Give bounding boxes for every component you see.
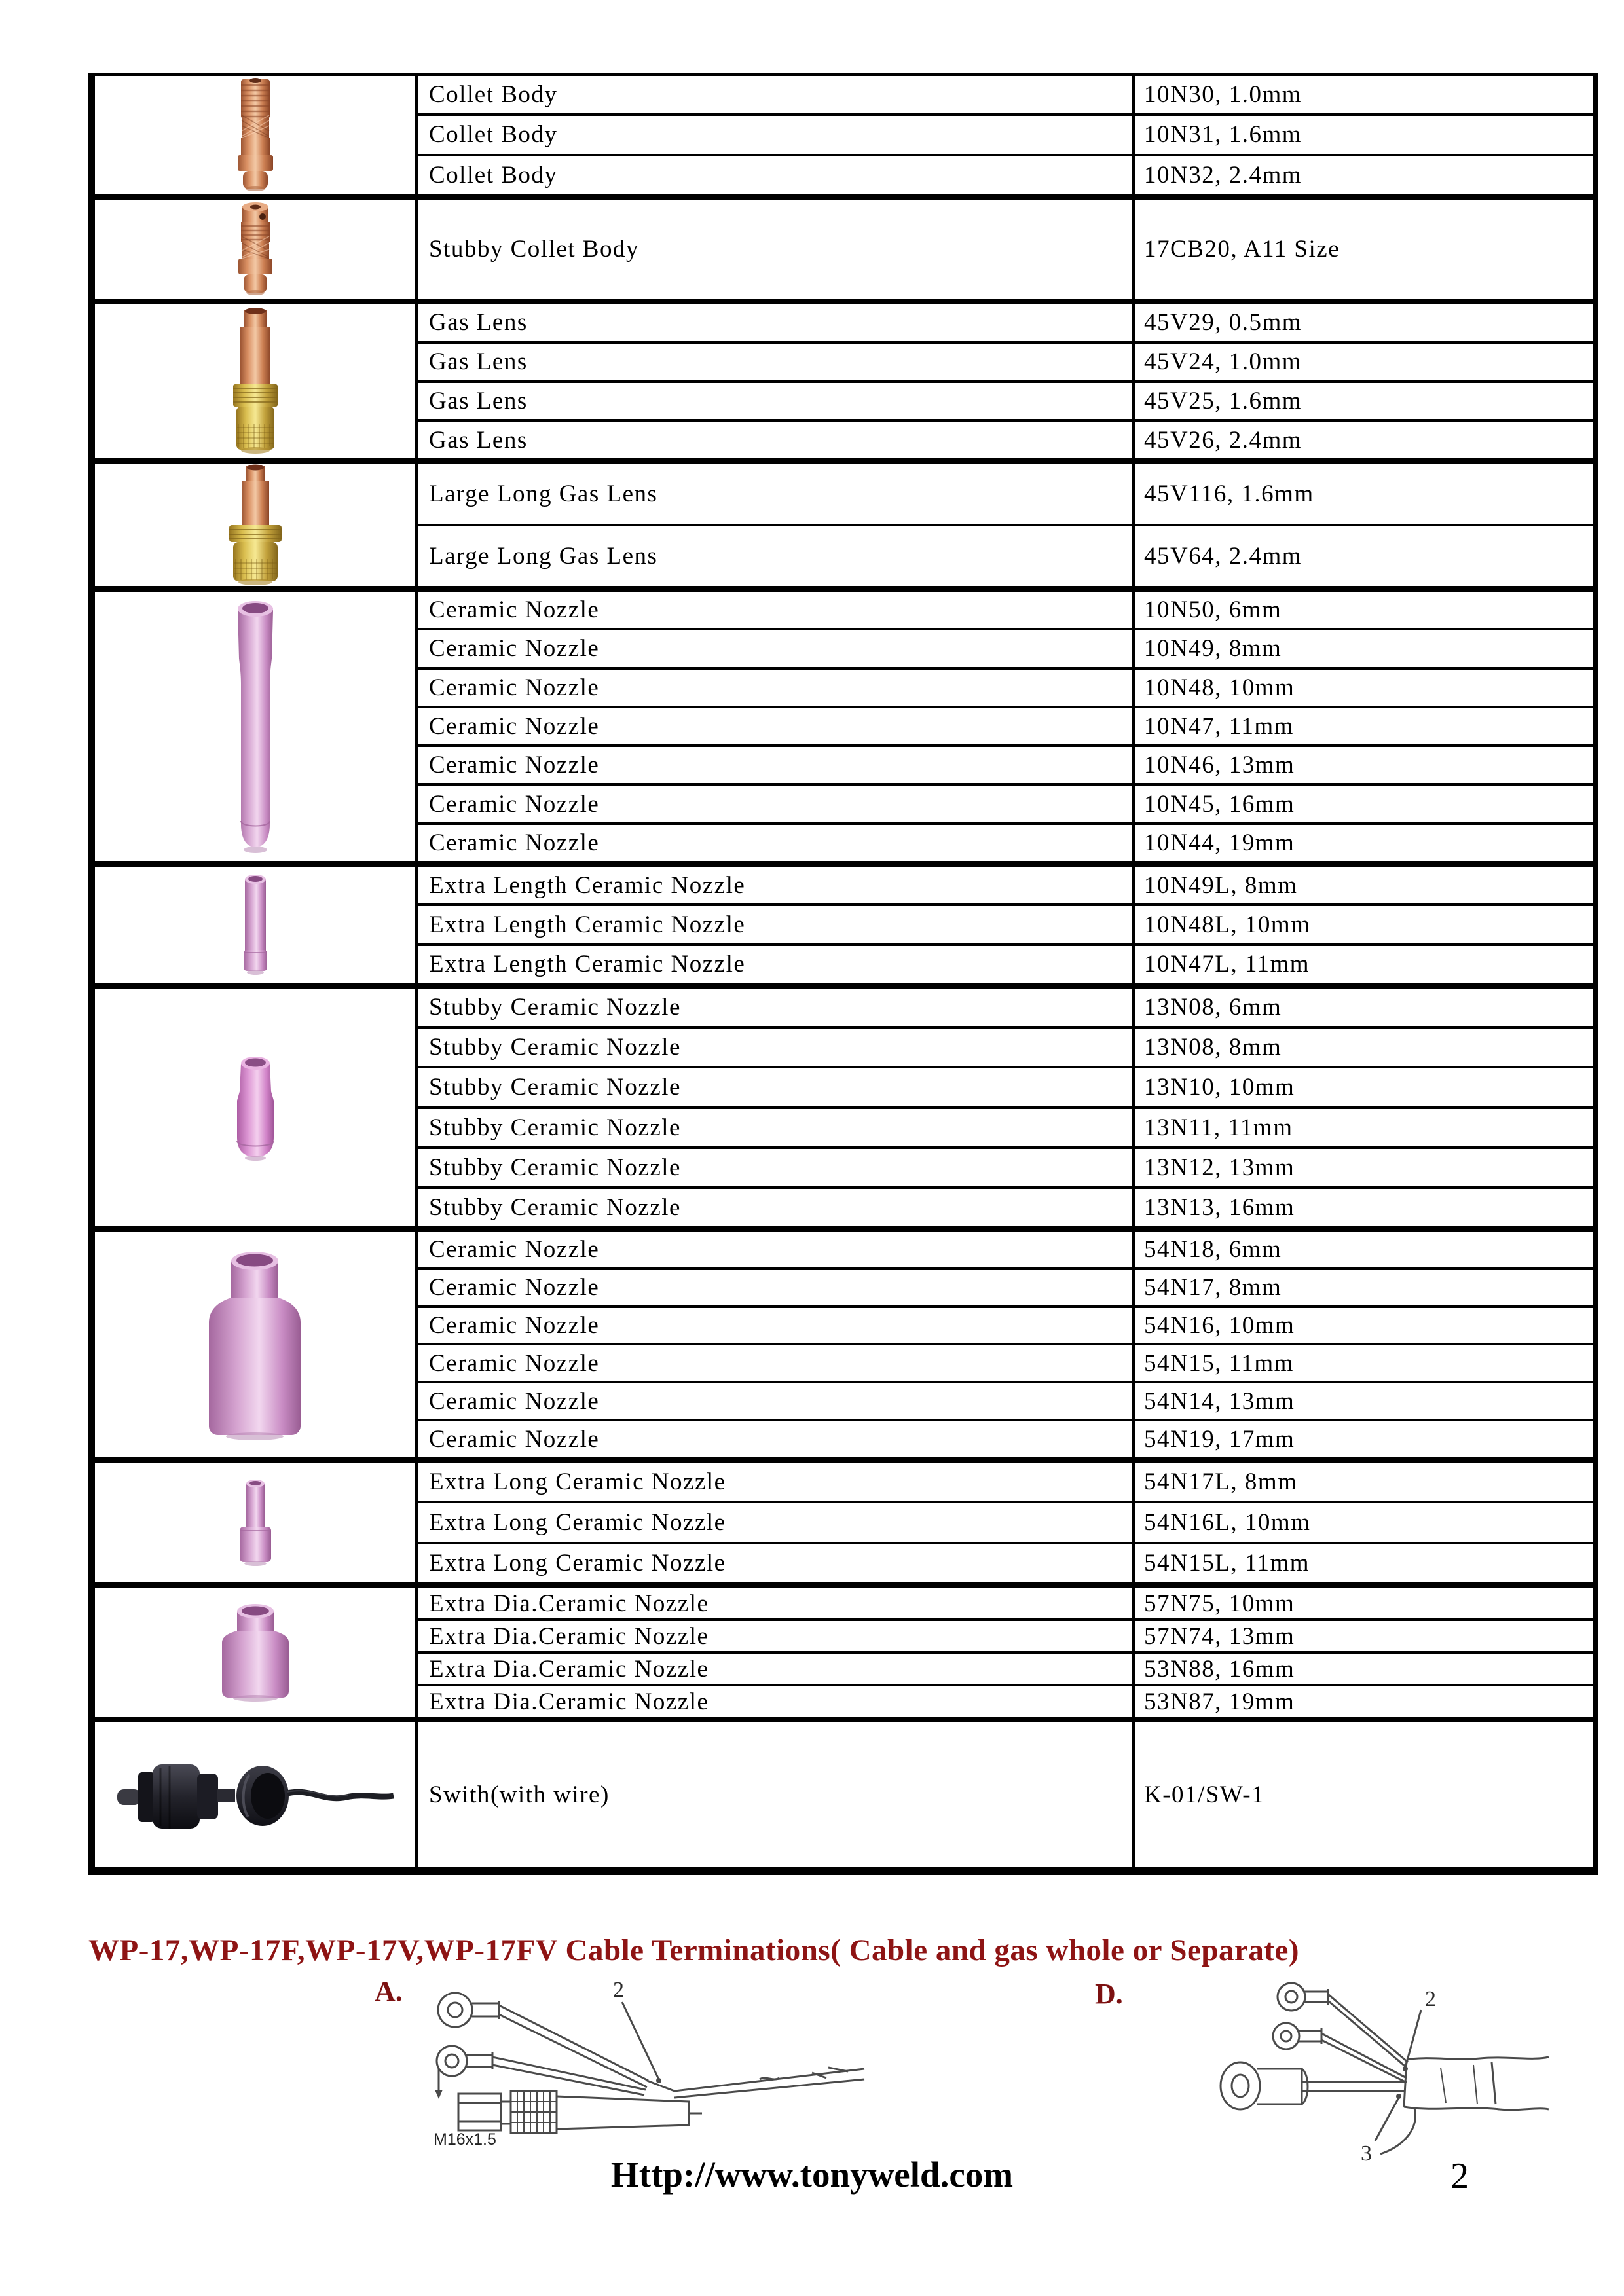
part-description-cell: Extra Long Ceramic Nozzle <box>418 1544 1135 1582</box>
part-description-cell: Swith(with wire) <box>418 1722 1135 1867</box>
part-number-cell: 45V64, 2.4mm <box>1144 543 1302 570</box>
table-row <box>418 304 1593 341</box>
parts-catalog-table <box>88 73 1598 1875</box>
part-number-cell: 13N10, 10mm <box>1144 1074 1295 1101</box>
diagram-d-callout-2: 2 <box>1425 1987 1436 2011</box>
part-number-cell: 54N18, 6mm <box>1144 1236 1282 1264</box>
parts-group <box>95 458 1593 586</box>
part-description-cell: Collet Body <box>418 116 1135 153</box>
gas-lens-image <box>210 307 301 456</box>
diagram-d-callout-3: 3 <box>1361 2141 1372 2166</box>
product-photo-cell <box>95 592 418 861</box>
part-number-cell: 54N15L, 11mm <box>1144 1550 1310 1577</box>
part-number-cell: 10N50, 6mm <box>1144 596 1282 624</box>
table-row <box>418 1146 1593 1186</box>
part-description-cell: Extra Length Ceramic Nozzle <box>418 867 1135 903</box>
table-row <box>418 1618 1593 1651</box>
part-number-cell: 10N49, 8mm <box>1144 635 1282 663</box>
table-row <box>418 822 1593 861</box>
part-number-cell: 45V116, 1.6mm <box>1144 481 1314 507</box>
table-row <box>418 1305 1593 1343</box>
table-row <box>418 867 1593 903</box>
table-row <box>418 1463 1593 1501</box>
parts-group <box>95 1717 1593 1867</box>
part-number-cell: 53N87, 19mm <box>1144 1688 1295 1715</box>
part-description-cell: Gas Lens <box>418 344 1135 380</box>
part-number-cell: 45V25, 1.6mm <box>1144 387 1302 414</box>
table-row <box>418 1106 1593 1146</box>
collet-body-image <box>216 77 295 192</box>
part-description-cell: Ceramic Nozzle <box>418 708 1135 744</box>
table-row <box>418 1026 1593 1066</box>
table-row <box>418 341 1593 380</box>
part-description-cell: Extra Dia.Ceramic Nozzle <box>418 1654 1135 1684</box>
part-number-cell: 54N14, 13mm <box>1144 1387 1295 1415</box>
parts-group <box>95 586 1593 861</box>
table-row <box>418 200 1593 299</box>
product-photo-cell <box>95 1588 418 1717</box>
table-row <box>418 419 1593 458</box>
part-description-cell: Gas Lens <box>418 422 1135 458</box>
part-number-cell: 17CB20, A11 Size <box>1144 236 1340 263</box>
part-description-cell: Ceramic Nozzle <box>418 1383 1135 1419</box>
part-number-cell: K-01/SW-1 <box>1144 1781 1265 1808</box>
part-description-cell: Ceramic Nozzle <box>418 670 1135 706</box>
table-row <box>418 380 1593 420</box>
part-description-cell: Stubby Ceramic Nozzle <box>418 989 1135 1026</box>
part-number-cell: 54N15, 11mm <box>1144 1349 1294 1377</box>
section-heading: WP-17,WP-17F,WP-17V,WP-17FV Cable Terminations( Cable and gas whole or Separate) <box>88 1933 1300 1967</box>
part-description-cell: Extra Long Ceramic Nozzle <box>418 1463 1135 1501</box>
stubby-collet-body-image <box>216 201 295 298</box>
table-row <box>418 744 1593 783</box>
part-description-cell: Extra Length Ceramic Nozzle <box>418 946 1135 983</box>
part-number-cell: 54N16, 10mm <box>1144 1312 1295 1339</box>
part-description-cell: Gas Lens <box>418 383 1135 420</box>
part-number-cell: 10N31, 1.6mm <box>1144 121 1302 149</box>
diagram-d-label: D. <box>1095 1978 1123 2010</box>
part-number-cell: 57N75, 10mm <box>1144 1590 1295 1617</box>
part-description-cell: Ceramic Nozzle <box>418 592 1135 628</box>
cable-termination-diagram-a <box>393 1969 871 2153</box>
table-row <box>418 76 1593 113</box>
part-description-cell: Stubby Ceramic Nozzle <box>418 1109 1135 1146</box>
part-description-cell: Large Long Gas Lens <box>418 464 1135 524</box>
table-row <box>418 903 1593 943</box>
part-number-cell: 54N17L, 8mm <box>1144 1468 1298 1495</box>
product-photo-cell <box>95 1722 418 1867</box>
part-number-cell: 45V29, 0.5mm <box>1144 309 1302 337</box>
part-number-cell: 13N13, 16mm <box>1144 1194 1295 1221</box>
part-number-cell: 10N44, 19mm <box>1144 829 1295 856</box>
switch-with-wire-image <box>115 1734 396 1855</box>
cable-termination-diagram-d <box>1218 1969 1552 2166</box>
parts-group <box>95 76 1593 194</box>
part-number-cell: 54N17, 8mm <box>1144 1274 1282 1302</box>
part-number-cell: 53N88, 16mm <box>1144 1655 1295 1683</box>
part-description-cell: Collet Body <box>418 156 1135 194</box>
part-number-cell: 45V26, 2.4mm <box>1144 426 1302 454</box>
part-description-cell: Ceramic Nozzle <box>418 786 1135 822</box>
table-row <box>418 113 1593 153</box>
table-row <box>418 1419 1593 1457</box>
part-description-cell: Extra Long Ceramic Nozzle <box>418 1503 1135 1541</box>
table-row <box>418 1381 1593 1419</box>
diagram-a-callout-2: 2 <box>613 1978 624 2002</box>
parts-group <box>95 983 1593 1226</box>
product-photo-cell <box>95 1232 418 1457</box>
table-row <box>418 667 1593 706</box>
table-row <box>418 1232 1593 1267</box>
part-number-cell: 10N47L, 11mm <box>1144 951 1310 978</box>
table-row <box>418 592 1593 628</box>
stubby-ceramic-nozzle-image <box>228 1053 283 1162</box>
part-description-cell: Gas Lens <box>418 304 1135 341</box>
table-row <box>418 706 1593 744</box>
product-photo-cell <box>95 76 418 194</box>
part-number-cell: 10N48, 10mm <box>1144 674 1295 701</box>
part-number-cell: 54N19, 17mm <box>1144 1425 1295 1453</box>
table-row <box>418 524 1593 586</box>
part-description-cell: Large Long Gas Lens <box>418 526 1135 586</box>
part-description-cell: Stubby Ceramic Nozzle <box>418 1189 1135 1226</box>
table-row <box>418 1651 1593 1684</box>
part-description-cell: Ceramic Nozzle <box>418 1345 1135 1381</box>
diagram-a-label: A. <box>375 1975 403 2007</box>
part-number-cell: 10N32, 2.4mm <box>1144 161 1302 189</box>
ceramic-nozzle-image <box>219 598 291 855</box>
part-description-cell: Extra Dia.Ceramic Nozzle <box>418 1621 1135 1651</box>
part-number-cell: 10N47, 11mm <box>1144 712 1294 740</box>
parts-group <box>95 194 1593 299</box>
table-row <box>418 464 1593 524</box>
table-row <box>418 943 1593 983</box>
table-row <box>418 1267 1593 1305</box>
table-row <box>418 1722 1593 1867</box>
product-photo-cell <box>95 867 418 983</box>
part-description-cell: Collet Body <box>418 76 1135 113</box>
part-number-cell: 13N11, 11mm <box>1144 1114 1293 1141</box>
table-row <box>418 1684 1593 1717</box>
parts-group <box>95 861 1593 983</box>
part-description-cell: Ceramic Nozzle <box>418 630 1135 666</box>
table-row <box>418 154 1593 194</box>
part-description-cell: Ceramic Nozzle <box>418 1232 1135 1267</box>
part-description-cell: Ceramic Nozzle <box>418 825 1135 861</box>
product-photo-cell <box>95 304 418 458</box>
product-photo-cell <box>95 200 418 299</box>
parts-group <box>95 1457 1593 1582</box>
parts-group <box>95 1582 1593 1717</box>
table-row <box>418 783 1593 822</box>
part-number-cell: 13N08, 6mm <box>1144 994 1282 1021</box>
product-photo-cell <box>95 989 418 1226</box>
table-row <box>418 1066 1593 1106</box>
extra-dia-ceramic-nozzle-image <box>213 1603 298 1702</box>
part-number-cell: 10N48L, 10mm <box>1144 911 1311 938</box>
part-number-cell: 45V24, 1.0mm <box>1144 348 1302 376</box>
ceramic-nozzle-large-image <box>194 1249 316 1440</box>
large-long-gas-lens-image <box>203 464 308 586</box>
part-description-cell: Ceramic Nozzle <box>418 1421 1135 1457</box>
part-number-cell: 13N12, 13mm <box>1144 1154 1295 1181</box>
table-row <box>418 1186 1593 1226</box>
part-description-cell: Stubby Collet Body <box>418 200 1135 299</box>
extra-long-ceramic-nozzle-image <box>228 1478 283 1567</box>
extra-length-ceramic-nozzle-image <box>234 873 276 977</box>
part-number-cell: 10N30, 1.0mm <box>1144 81 1302 109</box>
table-row <box>418 1588 1593 1618</box>
part-number-cell: 57N74, 13mm <box>1144 1622 1295 1650</box>
parts-group <box>95 299 1593 458</box>
diagram-a-thread-label: M16x1.5 <box>434 2130 496 2149</box>
part-number-cell: 54N16L, 10mm <box>1144 1508 1311 1536</box>
part-description-cell: Stubby Ceramic Nozzle <box>418 1068 1135 1106</box>
table-row <box>418 628 1593 666</box>
part-description-cell: Stubby Ceramic Nozzle <box>418 1029 1135 1066</box>
table-row <box>418 1542 1593 1582</box>
page-number: 2 <box>1450 2156 1469 2196</box>
part-description-cell: Stubby Ceramic Nozzle <box>418 1149 1135 1186</box>
part-number-cell: 13N08, 8mm <box>1144 1034 1282 1061</box>
parts-group <box>95 1226 1593 1457</box>
part-description-cell: Ceramic Nozzle <box>418 747 1135 783</box>
part-description-cell: Extra Dia.Ceramic Nozzle <box>418 1588 1135 1618</box>
part-description-cell: Ceramic Nozzle <box>418 1308 1135 1343</box>
part-description-cell: Ceramic Nozzle <box>418 1270 1135 1305</box>
part-description-cell: Extra Dia.Ceramic Nozzle <box>418 1686 1135 1717</box>
part-description-cell: Extra Length Ceramic Nozzle <box>418 906 1135 943</box>
part-number-cell: 10N45, 16mm <box>1144 790 1295 818</box>
table-row <box>418 1343 1593 1381</box>
table-row <box>418 1501 1593 1541</box>
table-row <box>418 989 1593 1026</box>
footer-url: Http://www.tonyweld.com <box>610 2155 1014 2195</box>
product-photo-cell <box>95 464 418 586</box>
product-photo-cell <box>95 1463 418 1582</box>
part-number-cell: 10N49L, 8mm <box>1144 871 1298 899</box>
part-number-cell: 10N46, 13mm <box>1144 752 1295 779</box>
